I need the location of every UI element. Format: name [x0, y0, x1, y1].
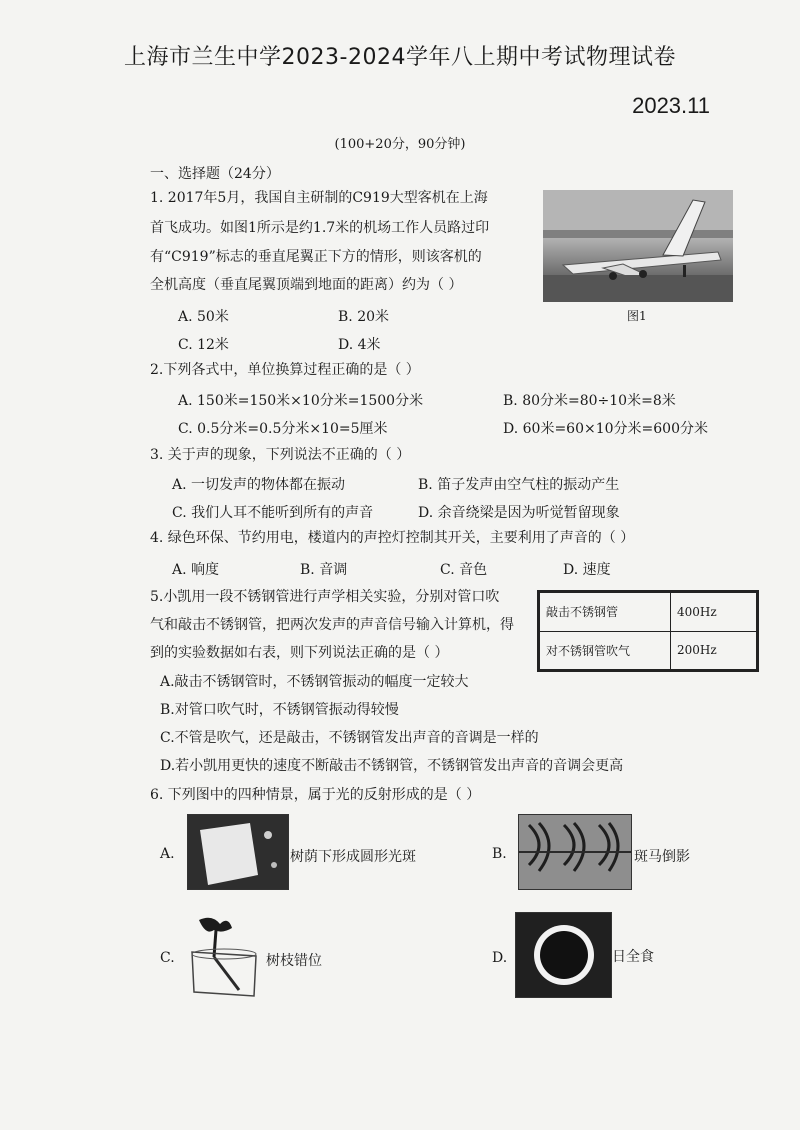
q2-option-a: A. 150米=150米×10分米=1500分米 [178, 393, 424, 409]
q1-option-d: D. 4米 [338, 337, 381, 353]
q1-line-1: 1. 2017年5月，我国自主研制的C919大型客机在上海 [150, 190, 488, 206]
q3-stem: 3. 关于声的现象，下列说法不正确的（ ） [150, 447, 411, 463]
solar-eclipse-image [515, 912, 612, 998]
q6-choice-c-letter: C. [160, 950, 175, 966]
q5-option-a: A.敲击不锈钢管时，不锈钢管振动的幅度一定较大 [160, 674, 469, 690]
q6-choice-d-caption: 日全食 [612, 949, 654, 965]
q6-choice-b-caption: 斑马倒影 [634, 849, 690, 865]
q1-option-a: A. 50米 [178, 309, 229, 325]
q5-line-1: 5.小凯用一段不锈钢管进行声学相关实验，分别对管口吹 [150, 589, 500, 605]
q3-option-b: B. 笛子发声由空气柱的振动产生 [418, 477, 620, 493]
q5-option-b: B.对管口吹气时，不锈钢管振动得较慢 [160, 702, 399, 718]
table-row [540, 593, 757, 632]
zebra-reflection-image [518, 814, 632, 890]
q2-option-b: B. 80分米=80÷10米=8米 [503, 393, 676, 409]
table-cell: 敲击不锈钢管 [540, 593, 671, 632]
q5-line-3: 到的实验数据如右表，则下列说法正确的是（ ） [150, 645, 449, 661]
q1-line-3: 有“C919”标志的垂直尾翼正下方的情形，则该客机的 [150, 249, 482, 265]
q4-stem: 4. 绿色环保、节约用电，楼道内的声控灯控制其开关，主要利用了声音的（ ） [150, 530, 635, 546]
table-cell: 400Hz [671, 593, 757, 632]
q6-choice-b-letter: B. [492, 846, 507, 862]
q6-choice-c-caption: 树枝错位 [266, 953, 322, 969]
table-cell: 200Hz [671, 631, 757, 670]
q6-choice-a-caption: 树荫下形成圆形光斑 [290, 849, 416, 865]
q4-option-a: A. 响度 [172, 562, 220, 578]
page-title: 上海市兰生中学2023-2024学年八上期中考试物理试卷 [124, 45, 676, 70]
q3-option-c: C. 我们人耳不能听到所有的声音 [172, 505, 374, 521]
q5-option-c: C.不管是吹气，还是敲击，不锈钢管发出声音的音调是一样的 [160, 730, 539, 746]
q6-choice-d-letter: D. [492, 950, 508, 966]
section-heading: 一、选择题（24分） [150, 166, 280, 182]
q4-option-d: D. 速度 [563, 562, 611, 578]
table-cell: 对不锈钢管吹气 [540, 631, 671, 670]
q6-stem: 6. 下列图中的四种情景，属于光的反射形成的是（ ） [150, 787, 481, 803]
exam-meta: (100+20分，90分钟) [334, 137, 466, 152]
q1-option-b: B. 20米 [338, 309, 390, 325]
q3-option-a: A. 一切发声的物体都在振动 [172, 477, 346, 493]
q2-stem: 2.下列各式中，单位换算过程正确的是（ ） [150, 362, 420, 378]
q2-option-d: D. 60米=60×10分米=600分米 [503, 421, 708, 437]
q1-line-4: 全机高度（垂直尾翼顶端到地面的距离）约为（ ） [150, 277, 463, 293]
branch-in-water-image [184, 912, 264, 1000]
table-row [540, 631, 757, 670]
tree-shadow-light-spots-image [187, 814, 289, 890]
q5-option-d: D.若小凯用更快的速度不断敲击不锈钢管，不锈钢管发出声音的音调会更高 [160, 758, 624, 774]
q4-option-b: B. 音调 [300, 562, 348, 578]
q5-line-2: 气和敲击不锈钢管，把两次发声的声音信号输入计算机，得 [150, 617, 514, 633]
q4-option-c: C. 音色 [440, 562, 488, 578]
frequency-table [537, 590, 759, 672]
q1-option-c: C. 12米 [178, 337, 229, 353]
q2-option-c: C. 0.5分米=0.5分米×10=5厘米 [178, 421, 388, 437]
q1-line-2: 首飞成功。如图1所示是约1.7米的机场工作人员路过印 [150, 220, 490, 236]
q6-choice-a-letter: A. [160, 846, 175, 862]
figure-1-caption: 图1 [627, 309, 647, 323]
airplane-photo [543, 190, 733, 302]
q3-option-d: D. 余音绕梁是因为听觉暂留现象 [418, 505, 620, 521]
exam-date: 2023.11 [632, 93, 710, 118]
